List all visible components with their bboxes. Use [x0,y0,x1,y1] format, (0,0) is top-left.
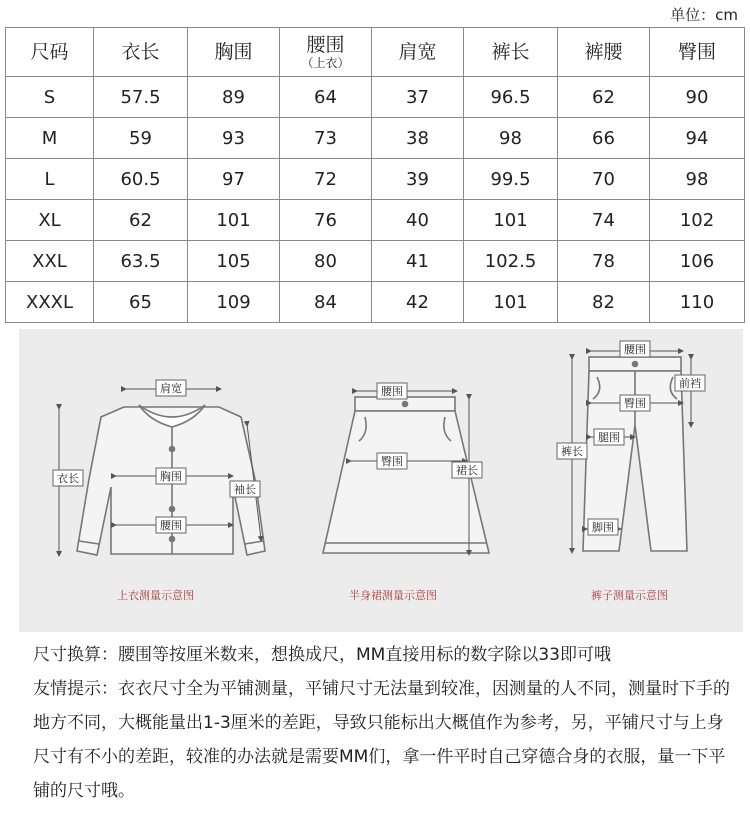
measurement-cell: 39 [372,159,464,200]
svg-text:裙长: 裙长 [456,464,478,477]
svg-text:脚围: 脚围 [592,521,614,534]
svg-text:胸围: 胸围 [160,470,182,483]
measurement-cell: 70 [558,159,650,200]
size-cell: M [6,118,94,159]
measurement-cell: 41 [372,241,464,282]
measurement-cell: 64 [280,77,372,118]
measurement-cell: 102 [650,200,745,241]
measurement-cell: 42 [372,282,464,323]
column-header-label: 胸围 [214,41,253,63]
measurement-cell: 60.5 [94,159,188,200]
column-header [280,28,372,77]
conversion-note [33,638,733,672]
measurement-cell: 62 [558,77,650,118]
table-row [6,159,745,200]
size-cell: XXL [6,241,94,282]
measurement-cell: 78 [558,241,650,282]
measurement-cell: 74 [558,200,650,241]
svg-text:臀围: 臀围 [624,397,646,410]
svg-text:腰围: 腰围 [160,519,182,532]
svg-text:腿围: 腿围 [598,431,620,444]
size-cell: XL [6,200,94,241]
column-header-label: 衣长 [121,41,160,63]
measurement-cell: 89 [188,77,280,118]
unit-label: 单位：cm [670,6,738,24]
measurement-cell: 94 [650,118,745,159]
measurement-cell: 109 [188,282,280,323]
measurement-cell: 97 [188,159,280,200]
measurement-cell: 57.5 [94,77,188,118]
measurement-cell: 110 [650,282,745,323]
measurement-cell: 101 [464,200,558,241]
measurement-cell: 76 [280,200,372,241]
measurement-cell: 37 [372,77,464,118]
notes-section [33,638,733,808]
column-header [558,28,650,77]
measurement-cell: 40 [372,200,464,241]
svg-text:前裆: 前裆 [679,377,701,390]
column-header [464,28,558,77]
size-cell: S [6,77,94,118]
measurement-cell: 101 [464,282,558,323]
shirt-caption: 上衣测量示意图 [117,589,194,602]
column-header [94,28,188,77]
column-header-label: 臀围 [677,41,716,63]
column-header [372,28,464,77]
svg-text:袖长: 袖长 [234,483,256,496]
column-header [650,28,745,77]
svg-text:臀围: 臀围 [381,455,403,468]
column-header-sublabel: （上衣） [301,56,350,70]
measurement-cell: 99.5 [464,159,558,200]
column-header-label: 裤腰 [584,41,623,63]
svg-text:衣长: 衣长 [57,472,79,485]
svg-text:腰围: 腰围 [381,385,403,398]
svg-text:腰围: 腰围 [624,343,646,356]
tip-label: 友情提示： [33,679,118,699]
conversion-label: 尺寸换算： [33,645,118,665]
measurement-cell: 62 [94,200,188,241]
table-row [6,241,745,282]
measurement-cell: 98 [464,118,558,159]
skirt-caption: 半身裙测量示意图 [349,589,437,602]
measurement-cell: 102.5 [464,241,558,282]
column-header [6,28,94,77]
conversion-text: 腰围等按厘米数来，想换成尺，MM直接用标的数字除以33即可哦 [118,645,611,665]
svg-text:肩宽: 肩宽 [160,382,182,395]
size-cell: L [6,159,94,200]
table-header-row [6,28,745,77]
measurement-cell: 93 [188,118,280,159]
measurement-diagram-panel [19,329,743,632]
size-table [5,27,745,323]
tip-text: 衣衣尺寸全为平铺测量，平铺尺寸无法量到较准，因测量的人不同，测量时下手的地方不同，大概能量出1-3厘米的差距，导致只能标出大概值作为参考，另，平铺尺寸与上身尺寸有不小的差距，较准的办法就是需要MM们，拿一件平时自己穿德合身的衣服，量一下平铺的尺寸哦。 [33,679,730,801]
tip-note [33,672,733,808]
measurement-cell: 72 [280,159,372,200]
column-header-label: 腰围 [306,34,345,56]
measurement-cell: 66 [558,118,650,159]
column-header [188,28,280,77]
column-header-label: 尺码 [30,41,69,63]
measurement-cell: 105 [188,241,280,282]
measurement-cell: 65 [94,282,188,323]
table-row [6,77,745,118]
table-body [6,77,745,323]
measurement-cell: 101 [188,200,280,241]
column-header-label: 肩宽 [398,41,437,63]
measurement-cell: 63.5 [94,241,188,282]
measurement-cell: 82 [558,282,650,323]
measurement-cell: 38 [372,118,464,159]
column-header-label: 裤长 [491,41,530,63]
table-row [6,118,745,159]
size-cell: XXXL [6,282,94,323]
measurement-cell: 90 [650,77,745,118]
measurement-cell: 98 [650,159,745,200]
table-row [6,200,745,241]
measurement-cell: 80 [280,241,372,282]
measurement-cell: 106 [650,241,745,282]
measurement-cell: 84 [280,282,372,323]
measurement-cell: 73 [280,118,372,159]
table-row [6,282,745,323]
measurement-cell: 96.5 [464,77,558,118]
measurement-cell: 59 [94,118,188,159]
svg-text:裤长: 裤长 [561,445,583,458]
pants-caption: 裤子测量示意图 [591,589,668,602]
